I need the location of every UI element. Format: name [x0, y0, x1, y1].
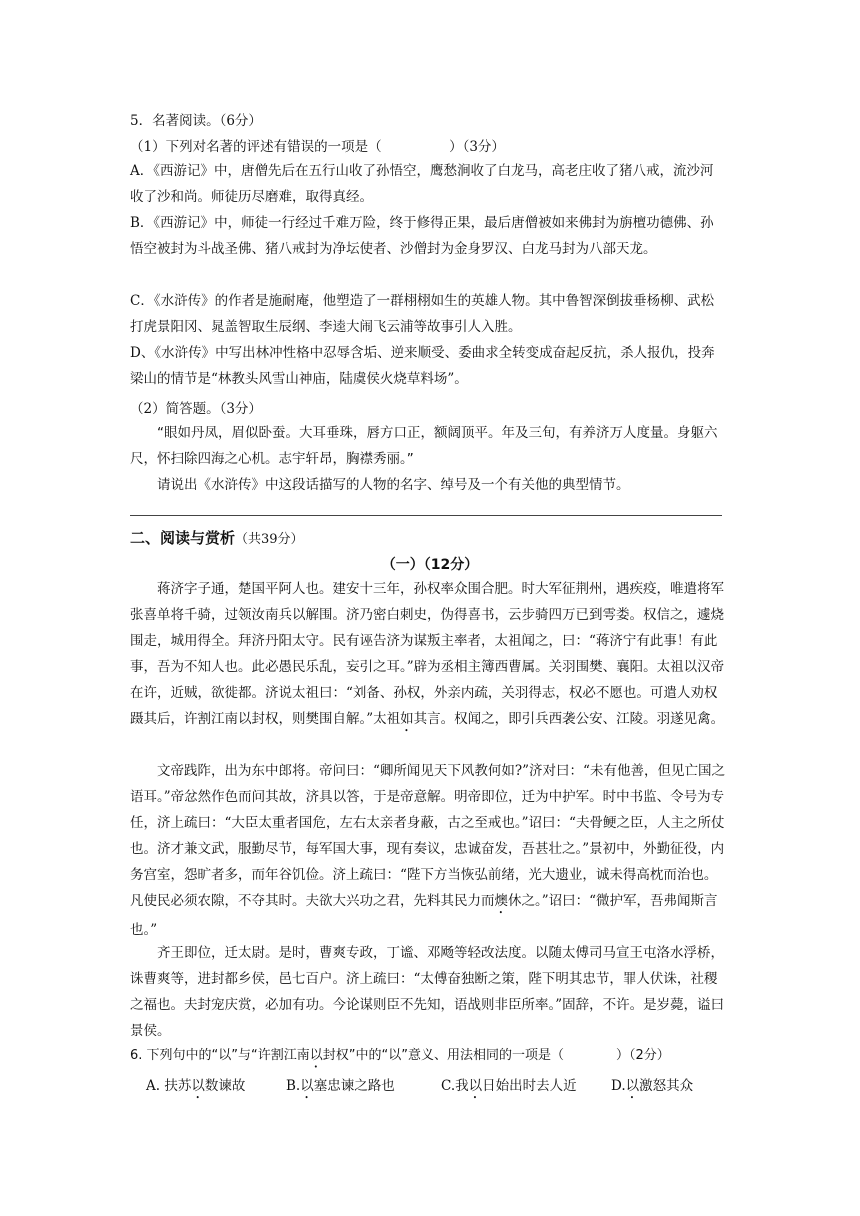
q6-stem-pre: 6. 下列句中的“以”与“许割江南	[130, 1048, 310, 1063]
dotted-char: 如	[400, 711, 414, 727]
question-5-sub2: （2）简答题。（3分）	[130, 401, 262, 417]
section-2-title-text: 二、阅读与赏析	[130, 529, 236, 547]
paragraph-1-text: 蒋济字子通，楚国平阿人也。建安十三年，孙权率众围合肥。时大军征荆州，遇疾疫，唯遣将军张喜单将千骑，过领汝南兵以解围。济乃密白刺史，伪得喜书，云步骑四万已到雩娄。权信之，遽烧围走，城用得全。拜济丹阳太守。民有诬告济为谋叛主率者，太祖闻之，曰：“蒋济宁有此事！有此事，吾为不知人也。此必愚民乐乱，妄引之耳。”辟为丞相主簿西曹属。关羽围樊、襄阳。太祖以汉帝在许，近贼，欲徙都。济说太祖曰：“刘备、孙权，外亲内疏，关羽得志，权必不愿也。可遣人劝权蹑其后，许割江南以封权，则樊围自解。”太祖	[130, 581, 725, 727]
question-5-title: 5．名著阅读。（6分）	[130, 113, 262, 129]
dotted-char: 以	[191, 1078, 205, 1094]
passage-1-title: （一）（12分）	[381, 557, 479, 573]
question-6-stem	[130, 1046, 670, 1071]
option-c: C．《水浒传》的作者是施耐庵，他塑造了一群栩栩如生的英雄人物。其中鲁智深倒拔垂杨柳、武松打虎景阳冈、晁盖智取生辰纲、李逵大闹飞云浦等故事引人入胜。	[130, 293, 715, 335]
dotted-char: 以	[468, 1078, 483, 1094]
q6-option-c-pre: C.我	[441, 1078, 469, 1094]
passage-paragraph-1	[130, 576, 725, 735]
character-quote: “眼如丹凤，眉似卧蚕。大耳垂珠，唇方口正，额阔顶平。年及三旬，有养济万人度量。身躯六尺，怀扫除四海之心机。志宇轩昂，胸襟秀丽。”	[130, 425, 718, 467]
section-2-title	[130, 527, 304, 548]
question-6-options	[146, 1074, 693, 1102]
dotted-char: 以	[625, 1078, 640, 1094]
q6-option-d	[611, 1074, 693, 1102]
passage-paragraph-3: 齐王即位，迁太尉。是时，曹爽专政，丁谧、邓飏等轻改法度。以随太傅司马宣王屯洛水浮桥，诛曹爽等，进封都乡侯，邑七百户。济上疏曰：“太傅奋独断之策，陛下明其忠节，罪人伏诛，社稷之福也。夫封宠庆赏，必加有功。今论谋则臣不先知，语战则非臣所率。”固辞，不许。是岁薨，谥曰景侯。	[130, 945, 725, 1039]
passage-paragraph-2	[130, 758, 725, 943]
option-d: D、《水浒传》中写出林冲性格中忍辱含垢、逆来顺受、委曲求全转变成奋起反抗，杀人报仇，投奔梁山的情节是“林教头风雪山神庙，陆虞侯火烧草料场”。	[130, 345, 715, 387]
q6-option-d-post: 激怒其众	[639, 1078, 694, 1094]
q6-option-b	[286, 1074, 441, 1102]
q6-option-b-post: 塞忠谏之路也	[313, 1078, 395, 1094]
paragraph-2-text: 文帝践阼，出为东中郎将。帝问曰：“卿所闻见天下风教何如?”济对曰：“未有他善，但见亡国之语耳。”帝忿然作色而问其故，济具以答，于是帝意解。明帝即位，迁为中护军。时中书监、令号为专任，济上疏曰：“大臣太重者国危，左右太亲者身蔽，古之至戒也。”诏曰：“夫骨鲠之臣，人主之所仗也。济才兼文武，服勤尽节，每军国大事，现有奏议，忠诚奋发，吾甚壮之。”景初中，外勤征役，内务宫室，怨旷者多，而年谷饥俭。济上疏曰：“陛下方当恢弘前绪，光大遗业，诚未得高枕而治也。凡使民必须农隙，不夺其时。夫欲大兴功之君，先料其民力而	[130, 763, 725, 909]
dotted-char: 燠	[494, 893, 508, 909]
dotted-char: 以	[309, 1048, 323, 1063]
paragraph-1-end: 其言。权闻之，即引兵西袭公安、江陵。羽遂见禽。	[413, 711, 725, 727]
q6-option-c	[441, 1074, 611, 1102]
q6-option-a-post: 数谏故	[204, 1078, 246, 1094]
dotted-char: 以	[300, 1078, 314, 1094]
option-b: B．《西游记》中，师徒一行经过千难万险，终于修得正果，最后唐僧被如来佛封为旃檀功德佛、孙悟空被封为斗战圣佛、猪八戒封为净坛使者、沙僧封为金身罗汉、白龙马封为八部天龙。	[130, 215, 714, 257]
section-divider	[130, 515, 722, 516]
q6-option-a-pre: A. 扶苏	[146, 1078, 192, 1094]
question-5-sub1: （1）下列对名著的评述有错误的一项是（ ）（3分）	[130, 139, 505, 155]
question-ask: 请说出《水浒传》中这段话描写的人物的名字、绰号及一个有关他的典型情节。	[157, 477, 630, 493]
q6-option-a	[146, 1074, 286, 1102]
q6-option-c-post: 日始出时去人近	[482, 1078, 577, 1094]
q6-option-d-pre: D.	[611, 1078, 626, 1094]
paragraph-2-end: 休之。”诏曰：“微护军，吾弗闻斯言也。”	[130, 893, 718, 938]
q6-stem-post: 封权”中的“以”意义、用法相同的一项是（ ）（2分）	[322, 1048, 670, 1063]
q6-option-b-pre: B.	[286, 1078, 301, 1094]
option-a: A．《西游记》中，唐僧先后在五行山收了孙悟空，鹰愁涧收了白龙马，高老庄收了猪八戒，流沙河收了沙和尚。师徒历尽磨难，取得真经。	[130, 163, 714, 205]
section-2-points: （共39分）	[235, 532, 304, 547]
